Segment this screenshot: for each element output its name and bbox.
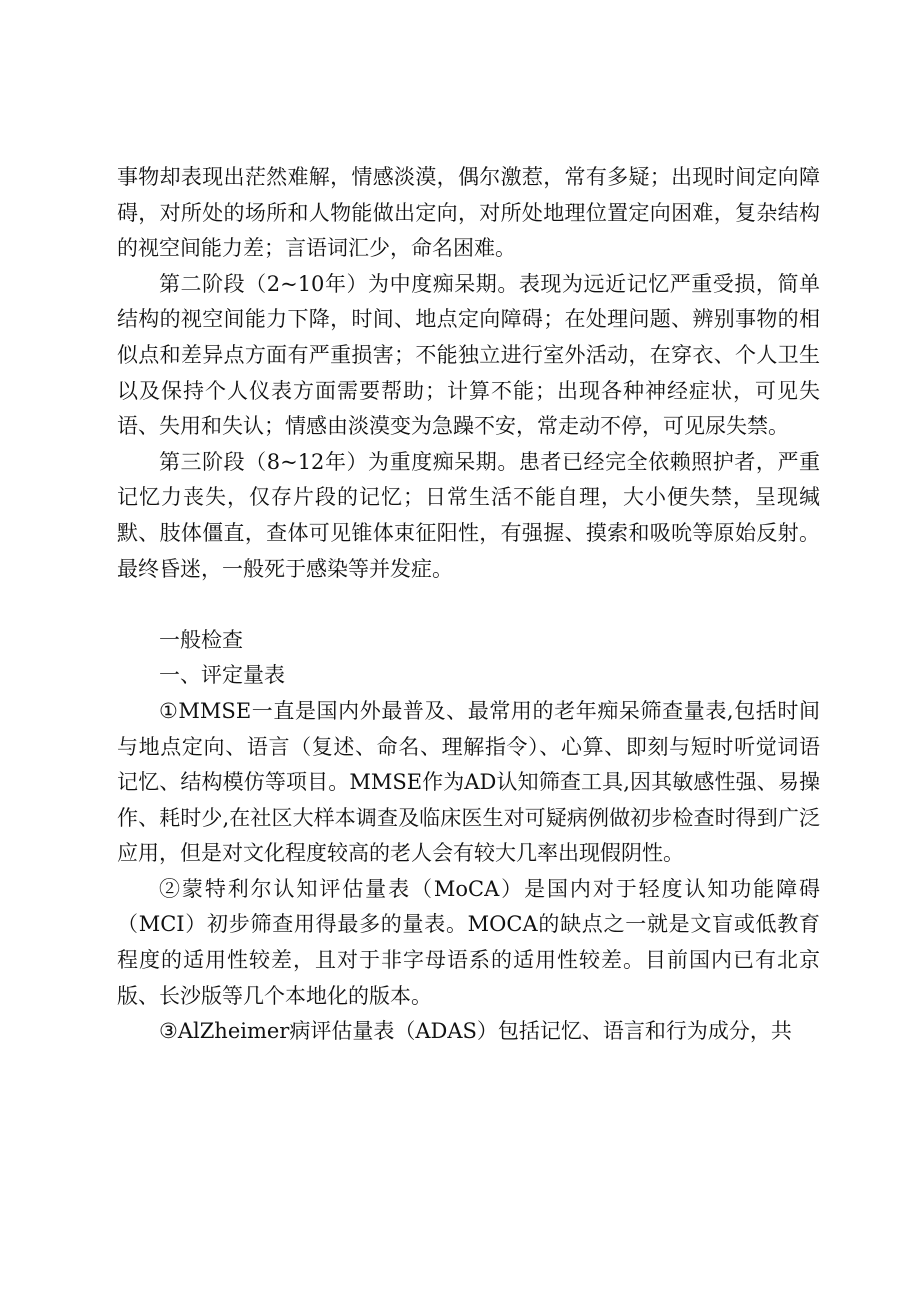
section-gap bbox=[117, 587, 820, 623]
heading-rating-scales: 一、评定量表 bbox=[159, 663, 285, 688]
paragraph-adas: ③AlZheimer病评估量表（ADAS）包括记忆、语言和行为成分，共 bbox=[159, 1019, 792, 1044]
paragraph-stage-three: 第三阶段（8~12年）为重度痴呆期。患者已经完全依赖照护者，严重记忆力丧失，仅存片段的记忆；日常生活不能自理，大小便失禁，呈现缄默、肢体僵直，查体可见锥体束征阳性，有强握、摸索和吸吮等原始反射。最终昏迷，一般死于感染等并发症。 bbox=[117, 449, 820, 581]
paragraph-stage-two: 第二阶段（2~10年）为中度痴呆期。表现为远近记忆严重受损，简单结构的视空间能力下降，时间、地点定向障碍；在处理问题、辨别事物的相似点和差异点方面有严重损害；不能独立进行室外活动，在穿衣、个人卫生以及保持个人仪表方面需要帮助；计算不能；出现各种神经症状，可见失语、失用和失认；情感由淡漠变为急躁不安，常走动不停，可见尿失禁。 bbox=[117, 271, 820, 439]
paragraph-moca: ②蒙特利尔认知评估量表（MoCA）是国内对于轻度认知功能障碍（MCI）初步筛查用得最多的量表。MOCA的缺点之一就是文盲或低教育程度的适用性较差，且对于非字母语系的适用性较差。目前国内已有北京版、长沙版等几个本地化的版本。 bbox=[117, 876, 820, 1008]
heading-general-exam: 一般检查 bbox=[159, 627, 243, 652]
paragraph-mmse: ①MMSE一直是国内外最普及、最常用的老年痴呆筛查量表,包括时间与地点定向、语言（复述、命名、理解指令）、心算、即刻与短时听觉词语记忆、结构模仿等项目。MMSE作为AD认知筛查工具,因其敏感性强、易操作、耗时少,在社区大样本调查及临床医生对可疑病例做初步检查时得到广泛应用，但是对文化程度较高的老人会有较大几率出现假阴性。 bbox=[117, 698, 820, 866]
paragraph-stage-one-continued: 事物却表现出茫然难解，情感淡漠，偶尔激惹，常有多疑；出现时间定向障碍，对所处的场所和人物能做出定向，对所处地理位置定向困难，复杂结构的视空间能力差；言语词汇少，命名困难。 bbox=[117, 165, 820, 261]
document-body bbox=[117, 160, 820, 1050]
